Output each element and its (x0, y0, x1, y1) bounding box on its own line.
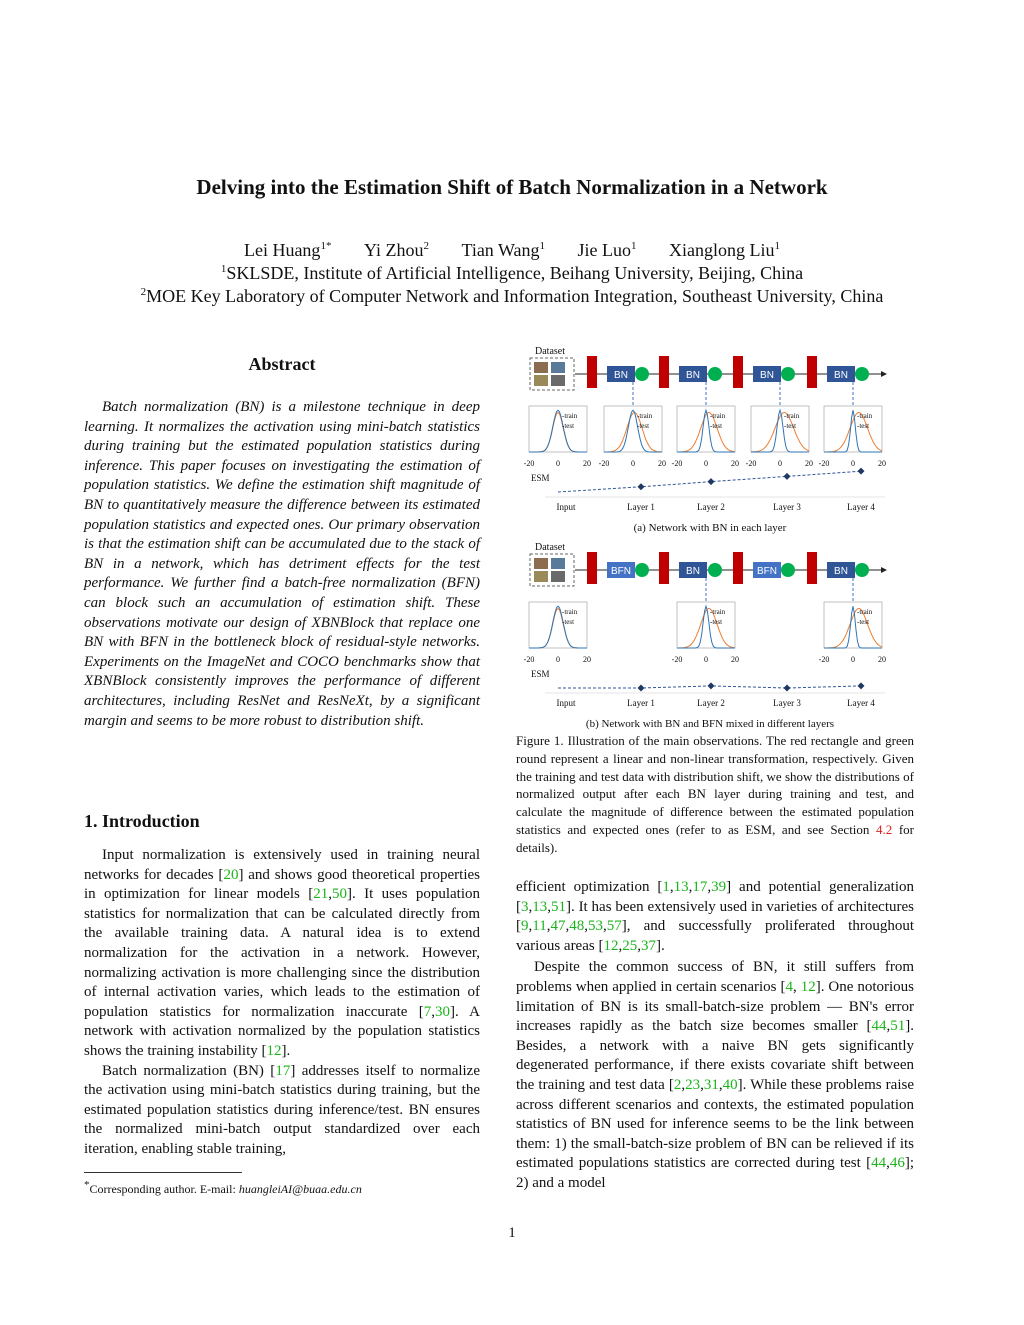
text-run: , (886, 1018, 891, 1035)
figure-1 (525, 342, 895, 730)
text-run: ]; 2) and a model (516, 1155, 914, 1191)
text-run: , (528, 918, 533, 935)
author: Xianglong Liu$^1$ (669, 240, 781, 260)
dataset-image (551, 362, 565, 373)
paragraph (84, 1062, 480, 1160)
plot-frame (824, 602, 882, 648)
esm-point (638, 483, 645, 490)
citation-link[interactable]: 12 (266, 1042, 282, 1059)
plot-frame (677, 406, 735, 452)
arrow-head (881, 567, 887, 573)
paragraph (516, 958, 914, 1193)
legend-train: -train (710, 412, 726, 420)
citation-link[interactable]: 3 (521, 898, 529, 915)
text-run: ] addresses itself to normalize the activation using mini-batch statistics during training, but the estimated population statistics during inference/test. BN ensures the normalized mini-batch output standardized over each iteration, enabling stable training, (84, 1062, 480, 1157)
legend-train: -train (562, 412, 578, 420)
subfigure-caption: (a) Network with BN in each layer (633, 522, 787, 534)
text-run: , (700, 1076, 704, 1093)
citation-link[interactable]: 40 (722, 1076, 738, 1093)
test-curve (824, 412, 882, 452)
footnote: *Corresponding author. E-mail: huangleiAI@buaa.edu.cn (84, 1179, 362, 1196)
distribution-plot (819, 382, 886, 468)
text-run: ]. While these problems raise across different scenarios and contexts, the estimated population statistics of BN used for inference seems to be the link between them: 1) the small-batch-size problem of BN can be relieved if its estimated populations statistics are corrected during test [ (516, 1076, 914, 1172)
train-curve (529, 410, 587, 452)
citation-link[interactable]: 48 (569, 918, 585, 935)
citation-link[interactable]: 31 (703, 1076, 719, 1093)
x-tick-label: -20 (598, 459, 610, 468)
footnote-email[interactable]: huangleiAI@buaa.edu.cn (238, 1182, 362, 1196)
train-curve (529, 606, 587, 648)
distribution-plot (599, 382, 666, 468)
citation-link[interactable]: 47 (550, 918, 566, 935)
x-tick-label: 0 (851, 655, 855, 664)
layer-label: Layer 3 (773, 502, 801, 512)
text-run: ]. It uses population statistics for normalization that can be calculated directly from the available training data. A natural idea is to extend normalization for the activation in a network. However, normalizing activation is more challenging since the distribution of internal activation varies, which leads to the estimation of population statistics for normalization inaccurate [ (84, 886, 480, 1020)
esm-label: ESM (531, 669, 550, 679)
citation-link[interactable]: 11 (532, 918, 547, 935)
dataset-image (551, 558, 565, 569)
citation-link[interactable]: 44 (871, 1018, 887, 1035)
x-tick-label: 20 (731, 655, 739, 664)
norm-block-label: BN (834, 566, 848, 577)
author: Jie Luo$^1$ (577, 240, 637, 260)
citation-link[interactable]: 39 (711, 879, 727, 895)
dataset-image (534, 558, 548, 569)
x-tick-label: 20 (878, 459, 886, 468)
text-run: ] and shows good theoretical properties in optimization for linear models [ (84, 866, 481, 903)
train-curve (604, 410, 662, 452)
citation-link[interactable]: 57 (606, 918, 622, 935)
text-run: , (618, 937, 623, 954)
citation-link[interactable]: 51 (890, 1018, 906, 1035)
citation-link[interactable]: 50 (332, 886, 348, 903)
plot-frame (824, 406, 882, 452)
dataset-image (551, 571, 565, 582)
x-tick-label: 0 (778, 459, 782, 468)
legend-train: -train (710, 608, 726, 616)
legend-test: -test (562, 422, 575, 430)
test-curve (677, 608, 735, 648)
author: Yi Zhou$^2$ (363, 240, 429, 260)
text-run: ]. It has been extensively used in varieties of architectures [ (516, 898, 914, 935)
citation-link[interactable]: 37 (640, 937, 656, 954)
legend-test: -test (637, 422, 650, 430)
section-ref[interactable]: 4.2 (876, 821, 893, 837)
dataset-image (534, 571, 548, 582)
paper-title: Delving into the Estimation Shift of Batch Normalization in a Network (196, 175, 828, 199)
layer-label: Layer 4 (847, 502, 875, 512)
legend-test: -test (710, 618, 723, 626)
dataset-image (534, 362, 548, 373)
norm-block-label: BN (686, 566, 700, 577)
test-curve (751, 412, 809, 452)
x-tick-label: 0 (704, 459, 708, 468)
text-run: , (707, 879, 712, 895)
nonlinear-transform-dot (781, 367, 795, 381)
text-run: , (584, 918, 588, 935)
nonlinear-transform-dot (708, 563, 722, 577)
linear-transform-rect (659, 552, 669, 584)
norm-block-label: BFN (611, 566, 631, 577)
text-run: , (528, 898, 533, 915)
x-tick-label: 20 (731, 459, 739, 468)
nonlinear-transform-dot (708, 367, 722, 381)
distribution-plot (672, 578, 739, 664)
citation-link[interactable]: 20 (223, 866, 239, 883)
legend-test: -test (857, 618, 870, 626)
esm-point (708, 478, 715, 485)
norm-block-bn (679, 562, 707, 578)
legend-test: -test (562, 618, 575, 626)
linear-transform-rect (733, 552, 743, 584)
text-run: ]. One notorious limitation of BN is its small-batch-size problem — BN's error increases rapidly as the batch size becomes smaller [ (516, 978, 915, 1035)
citation-link[interactable]: 44 (871, 1155, 887, 1172)
dataset-image (534, 375, 548, 386)
norm-block-label: BN (614, 370, 628, 381)
page-number: 1 (508, 1225, 516, 1241)
x-tick-label: -20 (818, 459, 830, 468)
x-tick-label: -20 (745, 459, 757, 468)
citation-link[interactable]: 13 (532, 898, 548, 915)
x-tick-label: 20 (583, 655, 591, 664)
nonlinear-transform-dot (855, 367, 869, 381)
dataset-label: Dataset (535, 542, 565, 553)
test-curve (824, 608, 882, 648)
linear-transform-rect (587, 356, 597, 388)
distribution-plot (672, 382, 739, 468)
esm-point (638, 685, 645, 692)
train-curve (824, 410, 882, 452)
norm-block-bn (679, 366, 707, 382)
x-tick-label: 0 (704, 655, 708, 664)
x-tick-label: 20 (658, 459, 666, 468)
paragraph (84, 846, 480, 1062)
norm-block-bfn (607, 562, 635, 578)
citation-link[interactable]: 46 (889, 1155, 905, 1172)
legend-train: -train (784, 412, 800, 420)
layer-label: Layer 3 (773, 698, 801, 708)
norm-block-label: BN (834, 370, 848, 381)
citation-link[interactable]: 30 (434, 1003, 450, 1020)
distribution-plot (524, 602, 591, 664)
text-run: ]. (281, 1042, 291, 1059)
citation-link[interactable]: 9 (521, 918, 529, 935)
dataset-image (551, 375, 565, 386)
author: Lei Huang$^{1*}$ (243, 240, 332, 260)
text-run: ] and potential generalization [ (516, 879, 915, 915)
x-tick-label: 0 (631, 459, 635, 468)
linear-transform-rect (587, 552, 597, 584)
esm-point (858, 468, 865, 475)
layer-label: Layer 2 (697, 502, 725, 512)
layer-label: Layer 1 (627, 698, 655, 708)
esm-point (858, 682, 865, 689)
legend-test: -test (784, 422, 797, 430)
citation-link[interactable]: 1 (662, 879, 670, 895)
x-tick-label: -20 (671, 459, 683, 468)
citation-link[interactable]: 12 (603, 937, 619, 954)
legend-test: -test (710, 422, 723, 430)
norm-block-label: BN (760, 370, 774, 381)
norm-block-label: BN (686, 370, 700, 381)
x-tick-label: 0 (851, 459, 855, 468)
text-run: ]. (655, 937, 665, 954)
legend-train: -train (857, 608, 873, 616)
affiliation: $^2$MOE Key Laboratory of Computer Network and Information Integration, Southeast University, China (140, 286, 884, 306)
esm-point (708, 682, 715, 689)
linear-transform-rect (807, 552, 817, 584)
text-run: , (688, 879, 693, 895)
train-curve (824, 606, 882, 648)
text-run: , (637, 937, 641, 954)
citation-link[interactable]: 53 (587, 918, 603, 935)
x-tick-label: 20 (878, 655, 886, 664)
plot-frame (751, 406, 809, 452)
text-run: , (602, 918, 607, 935)
esm-point (784, 685, 791, 692)
text-run: , (669, 879, 674, 895)
text-run: , (681, 1076, 686, 1093)
citation-link[interactable]: 17 (275, 1062, 291, 1079)
legend-test: -test (857, 422, 870, 430)
citation-link[interactable]: 51 (551, 898, 566, 915)
linear-transform-rect (733, 356, 743, 388)
nonlinear-transform-dot (855, 563, 869, 577)
abstract-heading: Abstract (248, 354, 316, 374)
plot-frame (677, 602, 735, 648)
distribution-plot (819, 578, 886, 664)
intro-right-column (516, 878, 914, 1194)
x-tick-label: -20 (523, 459, 535, 468)
citation-link[interactable]: 7 (423, 1003, 432, 1020)
linear-transform-rect (807, 356, 817, 388)
layer-label: Input (556, 502, 576, 512)
norm-block-bfn (753, 562, 781, 578)
x-tick-label: -20 (523, 655, 535, 664)
arrow-head (881, 371, 887, 377)
intro-left-column (84, 846, 480, 1160)
test-curve (529, 412, 587, 452)
figure-caption: Figure 1. Illustration of the main observations. The red rectangle and green round represent a linear and non-linear transformation, respectively. Given the training and test data with distribution shift, we show the distributions of normalized output after each BN layer during training and test, and calculate the magnitude of difference between the estimated population statistics and expected ones (refer to as ESM, and see Section 4.2 for details). (516, 733, 914, 855)
text-run: , (546, 918, 551, 935)
x-tick-label: -20 (671, 655, 683, 664)
text-run: Batch normalization (BN) [ (102, 1062, 276, 1079)
author: Tian Wang$^1$ (461, 240, 546, 260)
text-run: , (328, 886, 333, 903)
layer-label: Layer 2 (697, 698, 725, 708)
dataset-label: Dataset (535, 346, 565, 357)
x-tick-label: 20 (805, 459, 813, 468)
citation-link[interactable]: 2 (673, 1076, 682, 1093)
layer-label: Input (556, 698, 576, 708)
train-curve (677, 410, 735, 452)
text-run: , (886, 1155, 890, 1172)
citation-link[interactable]: 23 (685, 1076, 701, 1093)
text-run: ]. Besides, a network with a naive BN gets significantly degenerated performance, if there exists covariate shift between the training and test data [ (516, 1018, 914, 1093)
affiliation: $^1$SKLSDE, Institute of Artificial Intelligence, Beihang University, Beijing, China (220, 263, 804, 283)
paragraph (516, 878, 914, 956)
text-run: , (431, 1003, 435, 1020)
legend-train: -train (562, 608, 578, 616)
nonlinear-transform-dot (635, 367, 649, 381)
citation-link[interactable]: 13 (673, 879, 689, 895)
nonlinear-transform-dot (635, 563, 649, 577)
text-run: efficient optimization [ (516, 879, 663, 895)
test-curve (529, 608, 587, 648)
panel-b (524, 542, 887, 730)
text-run: ], and successfully proliferated throughout various areas [ (516, 918, 914, 954)
citation-link[interactable]: 4 (785, 978, 793, 995)
x-tick-label: -20 (818, 655, 830, 664)
subfigure-caption: (b) Network with BN and BFN mixed in different layers (585, 718, 835, 730)
distribution-plot (524, 406, 591, 468)
layer-label: Layer 4 (847, 698, 875, 708)
text-run: , (547, 898, 551, 915)
citation-link[interactable]: 21 (313, 886, 329, 903)
test-curve (604, 412, 662, 452)
citation-link[interactable]: 25 (622, 937, 638, 954)
norm-block-label: BFN (757, 566, 777, 577)
legend-train: -train (637, 412, 653, 420)
abstract-text: Batch normalization (BN) is a milestone technique in deep learning. It normalizes the activation using mini-batch statistics during training but the estimated population statistics during inference. This paper focuses on investigating the estimation of population statistics. We define the estimation shift magnitude of BN to quantitatively measure the difference between its estimated population statistics and expected ones. Our primary observation is that the estimation shift can be accumulated due to the stack of BN in a network, which has detriment effects for the test performance. We further find a batch-free normalization (BFN) can block such an accumulation of estimation shift. These observations motivate our design of XBNBlock that replace one BN with BFN in the bottleneck block of residual-style networks. Experiments on the ImageNet and COCO benchmarks show that XBNBlock consistently improves the performance of different architectures, including ResNet and ResNeXt, by a significant margin and seems to be more robust to distribution shift. (84, 399, 480, 729)
x-tick-label: 0 (556, 459, 560, 468)
esm-label: ESM (531, 473, 550, 483)
norm-block-bn (827, 562, 855, 578)
author-list (0, 240, 1024, 261)
citation-link[interactable]: 17 (692, 879, 708, 895)
text-run: , (792, 978, 801, 995)
nonlinear-transform-dot (781, 563, 795, 577)
train-curve (677, 606, 735, 648)
text-run: Despite the common success of BN, it still suffers from problems when applied in certain scenarios [ (516, 959, 914, 995)
x-tick-label: 20 (583, 459, 591, 468)
esm-point (784, 473, 791, 480)
footnote-rule (84, 1172, 242, 1173)
citation-link[interactable]: 12 (800, 978, 816, 995)
legend-train: -train (857, 412, 873, 420)
panel-a (524, 346, 887, 534)
test-curve (677, 412, 735, 452)
text-run: , (718, 1076, 723, 1093)
section-heading: 1. Introduction (84, 811, 200, 831)
x-tick-label: 0 (556, 655, 560, 664)
distribution-plot (746, 382, 813, 468)
linear-transform-rect (659, 356, 669, 388)
text-run: , (565, 918, 570, 935)
text-run: Input normalization is extensively used in training neural networks for decades [ (84, 847, 480, 883)
norm-block-bn (827, 366, 855, 382)
norm-block-bn (607, 366, 635, 382)
text-run: ]. A network with activation normalized by the population statistics shows the training instability [ (84, 1003, 480, 1059)
norm-block-bn (753, 366, 781, 382)
layer-label: Layer 1 (627, 502, 655, 512)
